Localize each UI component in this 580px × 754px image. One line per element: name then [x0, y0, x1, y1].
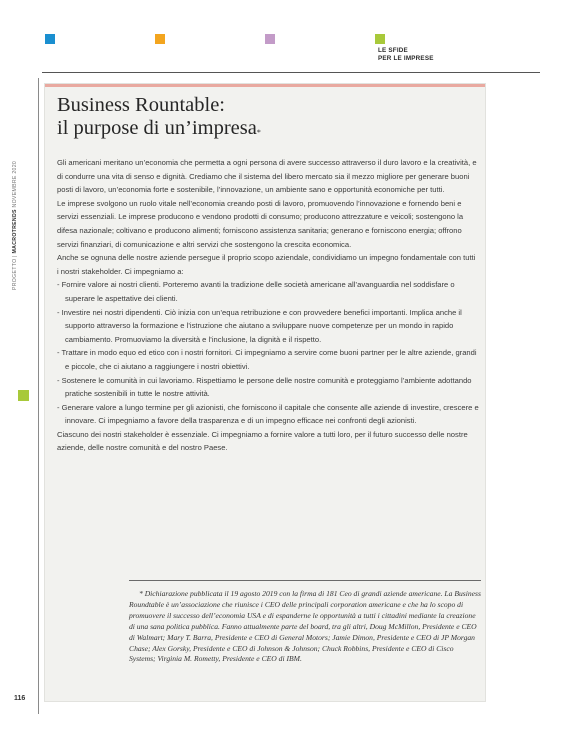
magazine-name: MACROTRENDS [12, 209, 18, 254]
commitment-item: - Trattare in modo equo ed etico con i nostri fornitori. Ci impegniamo a servire come buoni partner per le altre aziende, grandi e piccole, che ci aiutano a raggiungere i nostri obiettivi. [57, 348, 477, 371]
article-body [57, 156, 479, 455]
magazine-issue: NOVEMBRE 2020 [12, 160, 18, 208]
article-title-line2-text: il purpose di un’impresa [57, 117, 257, 139]
sidebar-color-marker [18, 390, 29, 401]
footnote-marker: * [256, 128, 261, 137]
top-rule [42, 72, 540, 73]
left-rule [38, 78, 39, 714]
article-title [57, 94, 477, 140]
commitment-item: - Generare valore a lungo termine per gli azionisti, che forniscono il capitale che consente alle aziende di investire, crescere e innovare. Ci impegniamo a favore della trasparenza e di un impegno efficace nei confronti degli azionisti. [57, 402, 479, 426]
paragraph: Gli americani meritano un’economia che permetta a ogni persona di avere successo attraverso il duro lavoro e la creatività, e di condurre una vita di senso e dignità. Crediamo che il sistema del libero mercato sia il mezzo migliore per generare buoni posti di lavoro, un’economia forte e sostenibile, l’innovazione, un ambiente sano e opportunità economiche per tutti. [57, 158, 477, 195]
magazine-side-label: PROGETTO | MACROTRENDS NOVEMBRE 2020 [12, 160, 18, 290]
section-label-line2: PER LE IMPRESE [378, 55, 434, 62]
article-panel [44, 83, 486, 702]
color-square-purple [265, 34, 275, 44]
commitment-item: - Fornire valore ai nostri clienti. Porteremo avanti la tradizione delle società americane all’avanguardia nel soddisfare o superare le aspettative dei clienti. [57, 280, 455, 303]
article-title-line2 [57, 117, 477, 140]
commitment-item: - Investire nei nostri dipendenti. Ciò inizia con un’equa retribuzione e con provvedere benefici importanti. Implica anche il supporto attraverso la formazione e l’istruzione che aiutano a sviluppare nuove competenze per un mondo in rapido cambiamento. Promuoviamo la diversità e l’inclusione, la dignità e il rispetto. [57, 307, 462, 344]
page-number: 116 [14, 695, 26, 702]
article-title-line1: Business Rountable: [57, 94, 225, 116]
panel-top-bar [45, 84, 485, 87]
color-square-blue [45, 34, 55, 44]
color-square-orange [155, 34, 165, 44]
color-square-green [375, 34, 385, 44]
footnote-rule [129, 580, 481, 581]
commitment-item: - Sostenere le comunità in cui lavoriamo. Rispettiamo le persone delle nostre comunità e proteggiamo l’ambiente adottando pratiche sostenibili in tutte le nostre attività. [57, 375, 472, 399]
magazine-prefix: PROGETTO [12, 258, 18, 290]
paragraph: Le imprese svolgono un ruolo vitale nell’economia creando posti di lavoro, promuovendo l’innovazione e fornendo beni e servizi essenziali. Le imprese producono e vendono prodotti di consumo; producono attrezzature e veicoli; sostengono la difesa nazionale; coltivano e producono alimenti; forniscono assistenza sanitaria; generano e forniscono energia; offrono servizi finanziari, di comunicazione e altri servizi che sostengono la crescita economica. [57, 198, 464, 249]
section-label-line1: LE SFIDE [378, 47, 408, 54]
closing-paragraph: Ciascuno dei nostri stakeholder è essenziale. Ci impegniamo a fornire valore a tutti loro, per il futuro successo delle nostre aziende, delle nostre comunità e del nostro Paese. [57, 429, 468, 453]
section-label [378, 47, 434, 63]
paragraph: Anche se ognuna delle nostre aziende persegue il proprio scopo aziendale, condividiamo un impegno fondamentale con tutti i nostri stakeholder. Ci impegniamo a: [57, 253, 476, 276]
footnote: * Dichiarazione pubblicata il 19 agosto 2019 con la firma di 181 Ceo di grandi aziende americane. La Business Roundtable è un’associazione che riunisce i CEO delle principali corporation americane e che ha lo scopo di promuovere il successo dell’economia USA e di espanderne le opportunità a tutti i cittadini mediante la creazione di una sana politica pubblica. Fanno attualmente parte del board, tra gli altri, Doug McMillon, Presidente e CEO di Walmart; Mary T. Barra, Presidente e CEO di General Motors; Jamie Dimon, Presidente e CEO di JP Morgan Chase; Alex Gorsky, Presidente e CEO di Johnson & Johnson; Chuck Robbins, Presidente e CEO di Cisco Systems; Virginia M. Rometty, Presidente e CEO di IBM. [129, 589, 481, 664]
